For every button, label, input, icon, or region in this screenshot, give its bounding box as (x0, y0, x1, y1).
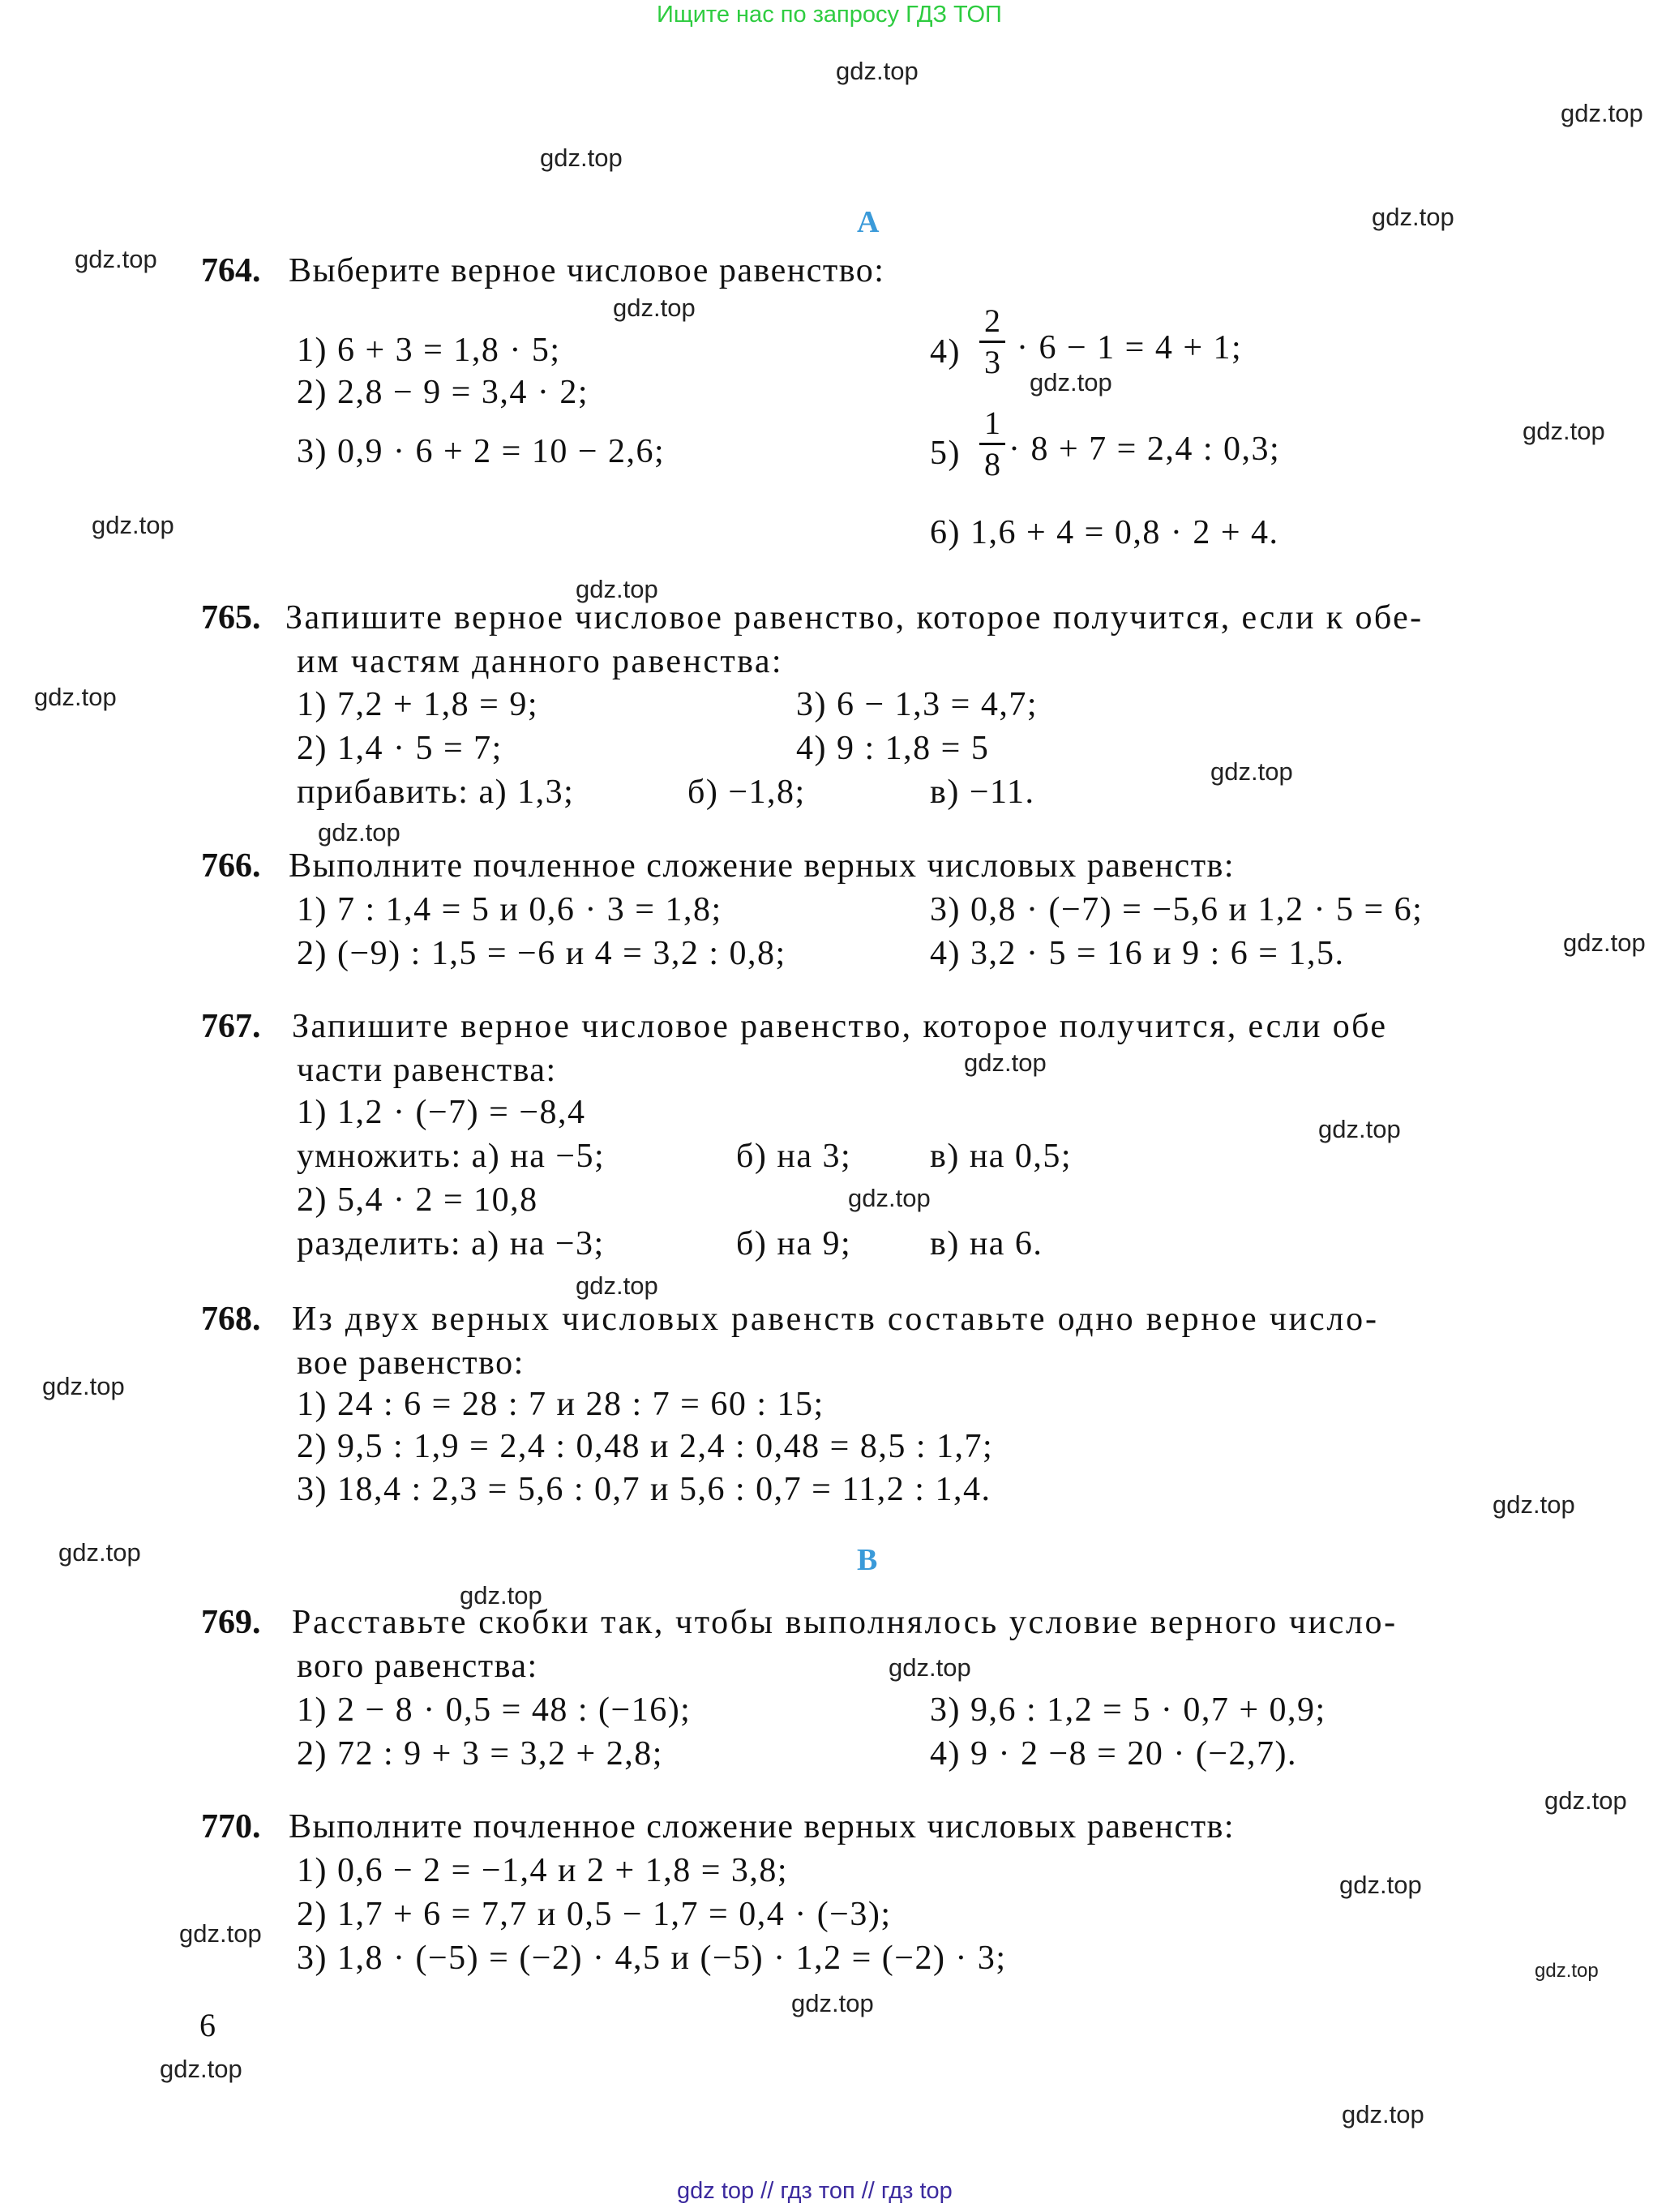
fraction-denominator: 3 (984, 344, 1000, 380)
problem-prompt: Запишите верное числовое равенство, которое получится, если к обе- (285, 599, 1424, 637)
fraction-bar (979, 341, 1005, 343)
watermark: gdz.top (889, 1653, 971, 1682)
problem-item-label: 4) (930, 333, 961, 371)
watermark: gdz.top (1563, 928, 1646, 957)
watermark: gdz.top (540, 144, 623, 172)
watermark: gdz.top (791, 1989, 874, 2017)
fraction-denominator: 8 (984, 446, 1000, 482)
problem-item-label: 5) (930, 435, 961, 472)
problem-item: 3) 1,8 · (−5) = (−2) · 4,5 и (−5) · 1,2 = (−2) · 3; (297, 1940, 1007, 1977)
watermark: gdz.top (58, 1538, 141, 1567)
problem-item: 1) 7 : 1,4 = 5 и 0,6 · 3 = 1,8; (297, 891, 722, 928)
problem-item: 2) 1,4 · 5 = 7; (297, 730, 503, 767)
watermark: gdz.top (576, 575, 658, 603)
problem-item: 1) 24 : 6 = 28 : 7 и 28 : 7 = 60 : 15; (297, 1386, 824, 1423)
watermark: gdz.top (1339, 1871, 1422, 1899)
problem-item: в) −11. (930, 774, 1035, 811)
section-heading-b: В (857, 1543, 878, 1577)
watermark: gdz.top (1493, 1490, 1575, 1519)
page-number: 6 (199, 2007, 216, 2043)
watermark: gdz.top (1210, 757, 1293, 786)
problem-item: 2) 2,8 − 9 = 3,4 · 2; (297, 374, 589, 411)
problem-prompt: части равенства: (297, 1052, 557, 1089)
problem-prompt: Выполните почленное сложение верных числовых равенств: (289, 847, 1236, 885)
problem-prompt: Запишите верное числовое равенство, которое получится, если обе (292, 1008, 1388, 1045)
problem-item: 1) 0,6 − 2 = −1,4 и 2 + 1,8 = 3,8; (297, 1852, 789, 1889)
problem-number: 768. (201, 1301, 261, 1338)
problem-item: 4) 9 · 2 −8 = 20 · (−2,7). (930, 1735, 1297, 1773)
problem-item: 3) 18,4 : 2,3 = 5,6 : 0,7 и 5,6 : 0,7 = 11,2 : 1,4. (297, 1471, 991, 1508)
problem-number: 769. (201, 1604, 261, 1641)
problem-number: 765. (201, 599, 261, 637)
problem-item: б) на 3; (736, 1138, 852, 1175)
problem-item: прибавить: а) 1,3; (297, 774, 575, 811)
watermark: gdz.top (318, 818, 400, 847)
problem-item: умножить: а) на −5; (297, 1138, 606, 1175)
problem-item: 4) 3,2 · 5 = 16 и 9 : 6 = 1,5. (930, 935, 1345, 972)
problem-item: 1) 2 − 8 · 0,5 = 48 : (−16); (297, 1691, 692, 1729)
problem-item: 3) 6 − 1,3 = 4,7; (796, 686, 1039, 723)
fraction-numerator: 2 (984, 302, 1000, 339)
problem-number: 766. (201, 847, 261, 885)
problem-prompt: вого равенства: (297, 1648, 538, 1685)
watermark: gdz.top (179, 1919, 262, 1948)
problem-item: 2) (−9) : 1,5 = −6 и 4 = 3,2 : 0,8; (297, 935, 786, 972)
watermark: gdz.top (460, 1581, 542, 1610)
watermark: gdz.top (1523, 417, 1605, 445)
problem-item: 2) 9,5 : 1,9 = 2,4 : 0,48 и 2,4 : 0,48 = 8,5 : 1,7; (297, 1428, 994, 1465)
problem-item: в) на 0,5; (930, 1138, 1073, 1175)
watermark: gdz.top (34, 683, 117, 711)
problem-prompt: Расставьте скобки так, чтобы выполнялось условие верного число- (292, 1604, 1398, 1641)
fraction (979, 405, 1005, 482)
fraction-numerator: 1 (984, 405, 1000, 441)
problem-item: б) −1,8; (687, 774, 806, 811)
problem-item: разделить: а) на −3; (297, 1225, 605, 1262)
fraction-bar (979, 443, 1005, 445)
problem-item: · 6 − 1 = 4 + 1; (1017, 329, 1243, 367)
problem-item: 1) 6 + 3 = 1,8 · 5; (297, 332, 561, 369)
watermark: gdz.top (75, 245, 157, 273)
watermark: gdz.top (848, 1184, 931, 1212)
problem-item: б) на 9; (736, 1225, 852, 1262)
problem-item: 2) 72 : 9 + 3 = 3,2 + 2,8; (297, 1735, 663, 1773)
problem-prompt: вое равенство: (297, 1344, 525, 1382)
watermark: gdz.top (160, 2055, 242, 2083)
problem-prompt: Выполните почленное сложение верных числовых равенств: (289, 1808, 1236, 1845)
problem-number: 767. (201, 1008, 261, 1045)
watermark: gdz.top (1544, 1786, 1627, 1815)
footer-links[interactable]: gdz top // гдз топ // гдз top (677, 2178, 953, 2204)
fraction (979, 303, 1005, 380)
search-banner: Ищите нас по запросу ГДЗ ТОП (657, 2, 1002, 28)
problem-item: 1) 7,2 + 1,8 = 9; (297, 686, 539, 723)
problem-item: 3) 0,9 · 6 + 2 = 10 − 2,6; (297, 433, 666, 470)
watermark: gdz.top (1372, 203, 1454, 231)
watermark: gdz.top (1561, 99, 1643, 127)
problem-number: 770. (201, 1808, 261, 1845)
problem-number: 764. (201, 252, 261, 289)
watermark: gdz.top (92, 511, 174, 539)
problem-item: 1) 1,2 · (−7) = −8,4 (297, 1094, 586, 1131)
watermark: gdz.top (1535, 1960, 1599, 1982)
problem-item: 2) 1,7 + 6 = 7,7 и 0,5 − 1,7 = 0,4 · (−3); (297, 1896, 892, 1933)
watermark: gdz.top (42, 1372, 125, 1400)
watermark: gdz.top (964, 1048, 1047, 1077)
watermark: gdz.top (613, 294, 696, 322)
problem-item: 3) 9,6 : 1,2 = 5 · 0,7 + 0,9; (930, 1691, 1326, 1729)
problem-prompt: Выберите верное числовое равенство: (289, 252, 885, 289)
section-heading-a: А (857, 205, 880, 239)
watermark: gdz.top (1342, 2100, 1424, 2128)
watermark: gdz.top (1318, 1115, 1401, 1143)
watermark: gdz.top (576, 1271, 658, 1300)
watermark: gdz.top (836, 57, 919, 85)
problem-item: · 8 + 7 = 2,4 : 0,3; (1009, 431, 1281, 468)
problem-item: 2) 5,4 · 2 = 10,8 (297, 1181, 538, 1219)
watermark: gdz.top (1030, 368, 1112, 397)
problem-item: 6) 1,6 + 4 = 0,8 · 2 + 4. (930, 514, 1279, 551)
problem-item: 4) 9 : 1,8 = 5 (796, 730, 990, 767)
problem-item: в) на 6. (930, 1225, 1043, 1262)
problem-item: 3) 0,8 · (−7) = −5,6 и 1,2 · 5 = 6; (930, 891, 1424, 928)
problem-prompt: Из двух верных числовых равенств составьте одно верное число- (292, 1301, 1379, 1338)
problem-prompt: им частям данного равенства: (297, 643, 783, 680)
